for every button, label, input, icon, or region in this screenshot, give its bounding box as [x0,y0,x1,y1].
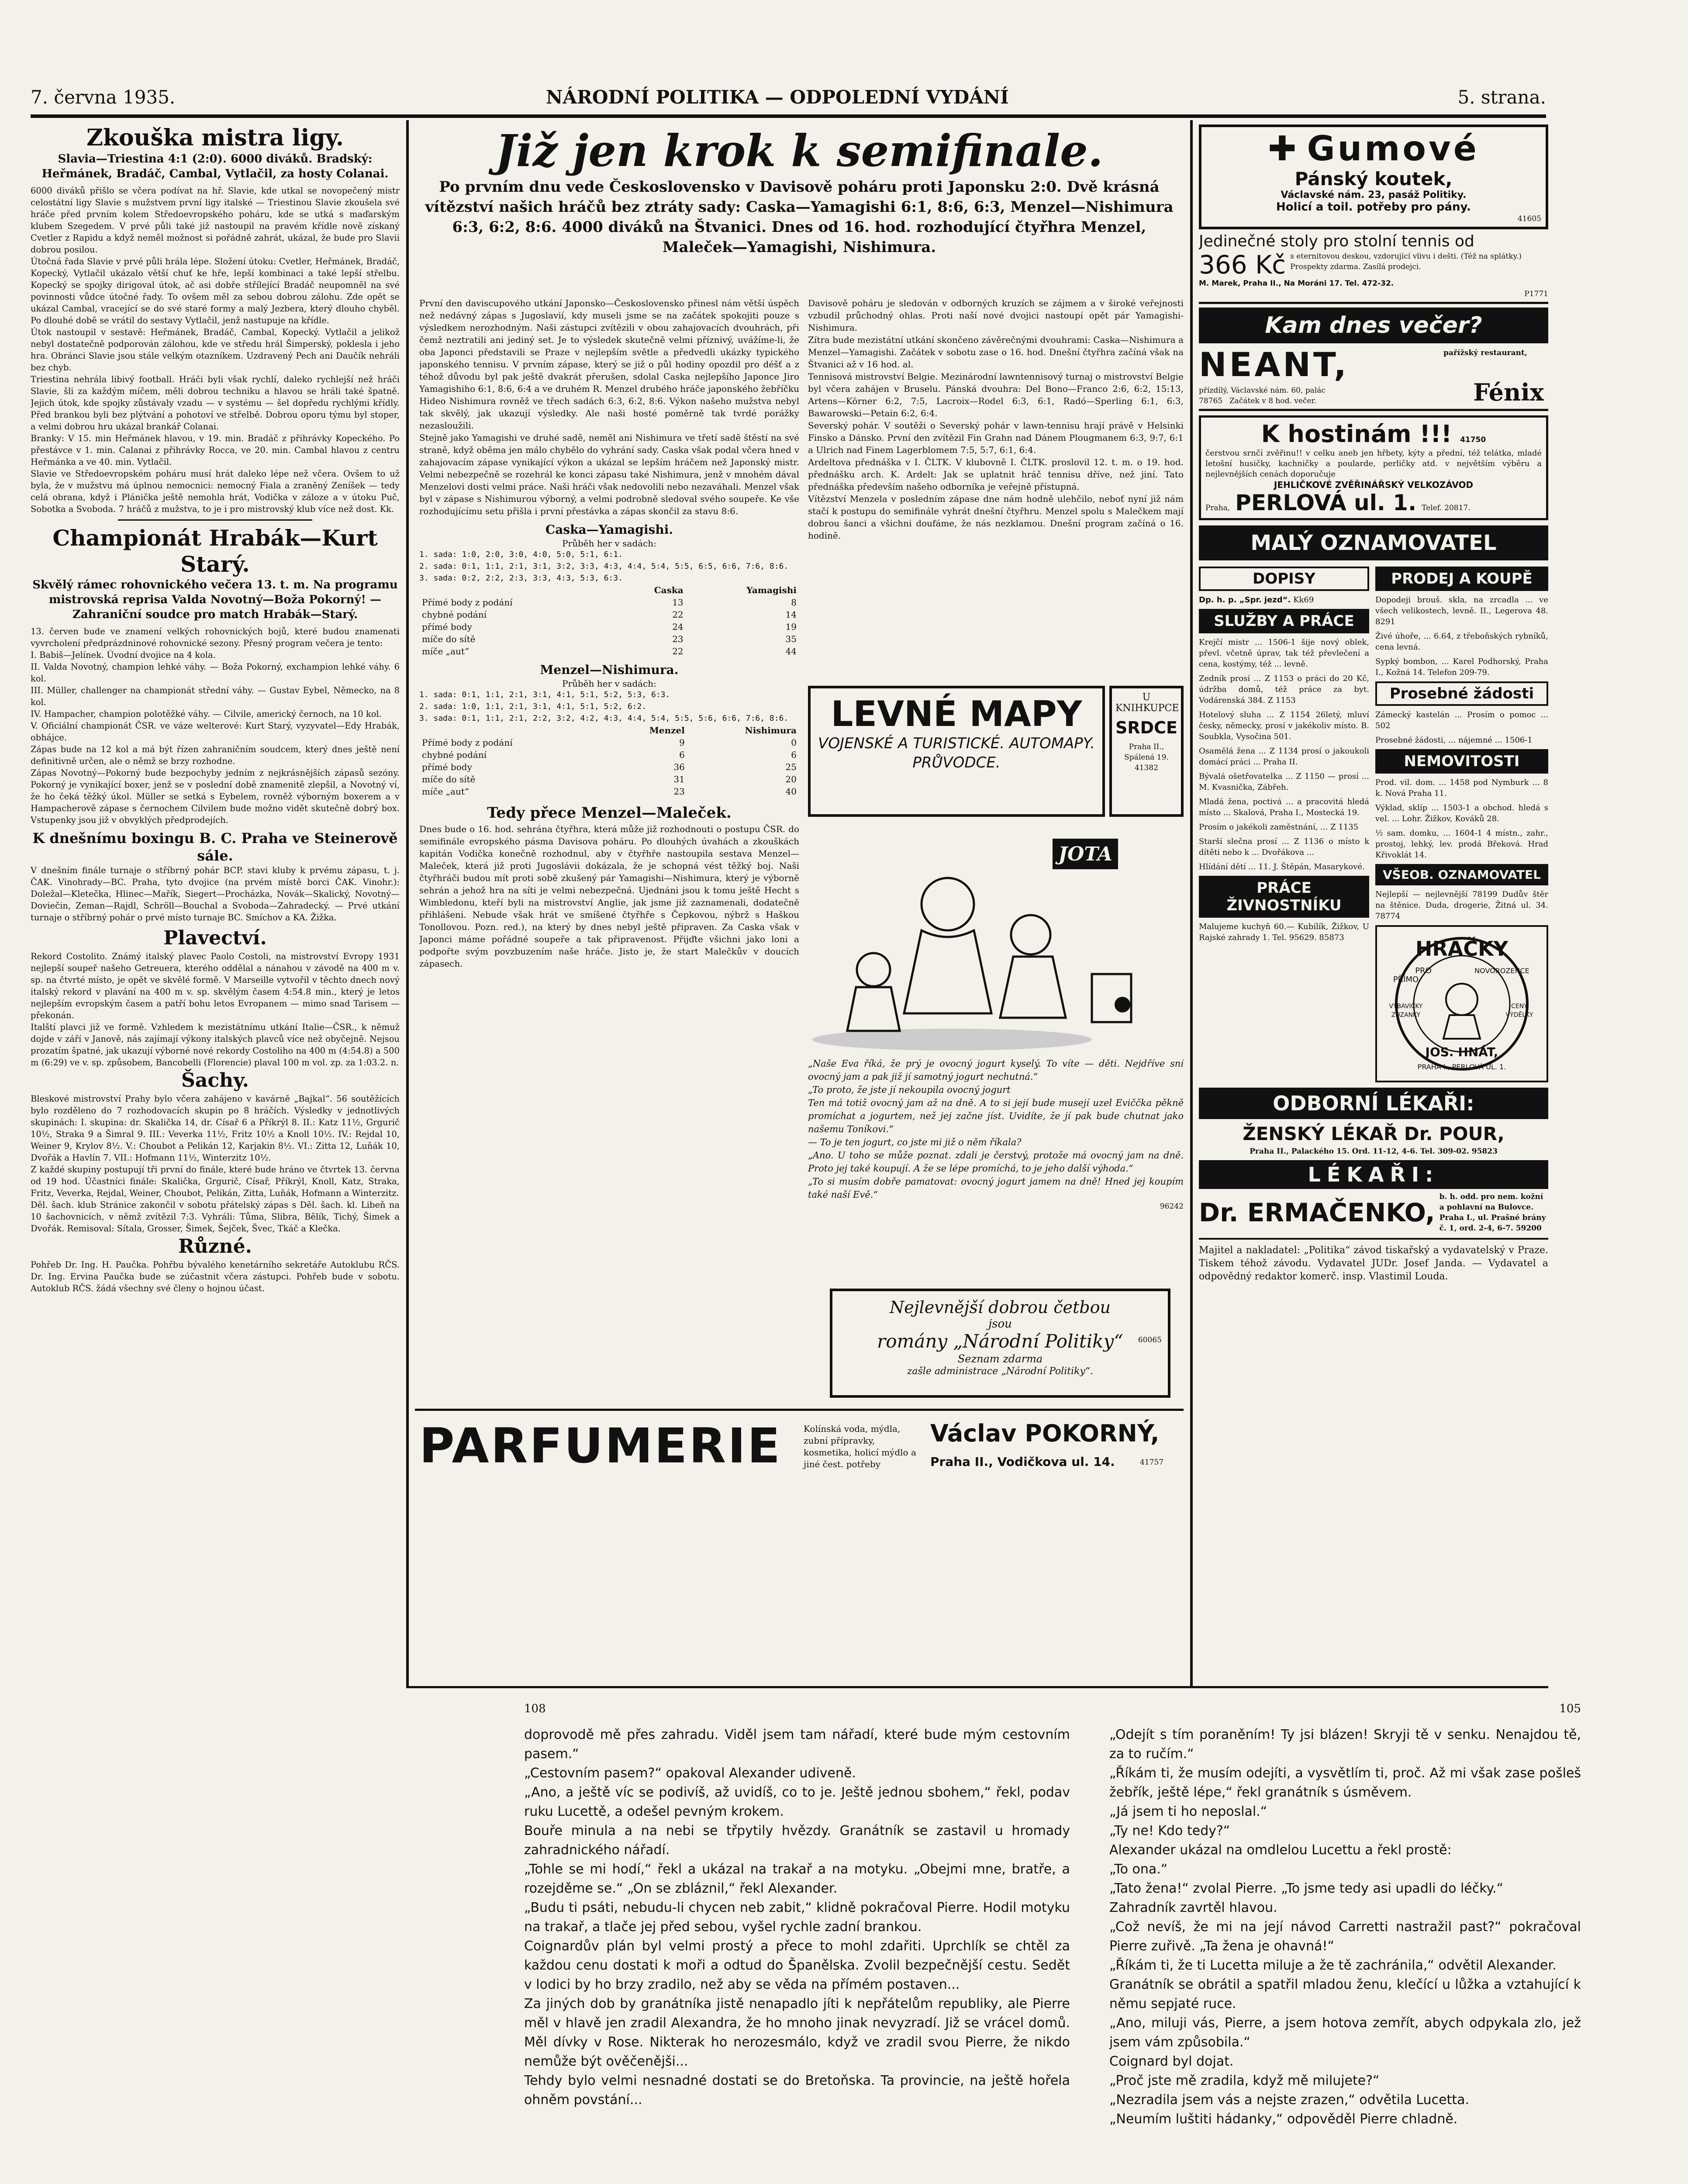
stats-row [419,785,799,798]
zivn-item: Malujeme kuchyň 60.— Kubílík, Žižkov, U Rajské zahrady 1. Tel. 95629. 85873 [1199,922,1369,942]
ad-hostinam-title [1205,420,1542,448]
novel-right-p7: „Tato žena!“ zvolal Pierre. „To jsme tedy asi upadli do léčky.“ [1109,1881,1504,1896]
article-zkouska-p1: 6000 diváků přišlo se včera podívat na hř. Slavie, kde utkal se novopečený mistr celostátní ligy Slavie s mužstvem první ligy italské — Triestinou Slavie zkoušela své hráče před prvním kolem Středoevropského poháru, kde se utká s maďarským klubem Szegedem. V prvé půli také již nastoupil na pravém křídle nově získaný Cvetler z Rapidu a když neměl možnost si pořádně zahrát, ukázal, že bude pro Slavii dobrou posilou. [31,186,400,255]
novel-left-p6: „Budu ti psáti, nebudu-li chycen neb zabit,“ klidně pokračoval Pierre. Hodil motyku na trakař, a tlače jej před sebou, vyšel rychle zadní brankou. [524,1900,1070,1935]
headline-zkouska: Zkouška mistra ligy. [86,124,344,151]
ad-cetba-2: jsou [988,1317,1012,1330]
imprint-rule [1199,1238,1548,1240]
sluzby-item-6: Mladá žena, poctivá ... a pracovitá hledá místo ... Skalová, Praha I., Mostecká 19. [1199,797,1369,817]
ad-stoly-num: P1771 [1524,290,1548,298]
novel-right-p12: „Ano, miluji vás, Pierre, a jsem hotova zemřít, abych odpykala zlo, jež jsem vám způsobila.“ [1109,2015,1581,2050]
ad-hracky-logo [1375,925,1548,1082]
ad-neant-sub: pařížský restaurant, [1443,349,1527,357]
sluzby-item-7: Prosím o jakékoli zaměstnání, ... Z 1135 [1199,822,1359,832]
ad-cetba-1: Nejlevnější dobrou četbou [890,1298,1111,1317]
novel-left-p3: „Ano, a ještě víc se podivíš, až uvidíš, co to je. Ještě jednou sbohem,“ řekl, podav ruku Lucettě, a odešel pevným krokem. [524,1785,1070,1819]
odborni-lekari-banner: ODBORNÍ LÉKAŘI: [1199,1088,1548,1119]
ad-parfumerie-title: PARFUMERIE [419,1418,782,1474]
caska-set-2: 2. sada: 0:1, 1:1, 2:1, 3:1, 3:2, 3:3, 4:3, 4:4, 5:4, 5:5, 6:5, 6:6, 7:6, 8:6. [419,562,789,571]
ad-parfumerie-name: Václav POKORNÝ, [930,1420,1160,1447]
novel-right-p1: „Odejít s tím poraněním! Ty jsi blázen! Skryji tě v senku. Nenajdou tě, za to ručím.“ [1109,1727,1581,1762]
ad-hostinam-text: čerstvou srnčí zvěřinu!! v celku aneb jen hřbety, kýty a přední, též telátka, mladé letošní husičky, kachničky a poularde, perličky atd. v největším výběru a nejlevnějších cenách doporučuje [1205,449,1542,479]
ad-srdce-knihkupce: U KNIHKUPCE [1115,692,1179,714]
sluzby-item-8: Starší slečna prosí ... Z 1136 o místo k dítěti nebo k ... Dvořákova ... [1199,837,1369,857]
ad-srdce-num: 41382 [1134,764,1159,772]
stats-value: 20 [785,774,797,784]
novel-left-p9: Tehdy bylo velmi nesnadné dostati se do Bretoňska. Ta provincie, na ještě hořela ohněm povstání... [524,2073,1070,2108]
stats-label: míče „aut“ [422,786,469,797]
hracky-title: HRAČKY [1415,937,1508,961]
menzel-set-3: 3. sada: 0:1, 1:1, 2:1, 2:2, 3:2, 4:2, 4:3, 4:4, 5:4, 5:5, 5:6, 6:6, 7:6, 8:6. [419,714,789,723]
novel-right-p9: „Což nevíš, že mi na její návod Carretti nastražil past?“ pokračoval Pierre zuřivě. „Ta žena je ohavná!“ [1109,1919,1581,1954]
sluzby-item-4: Osamělá žena ... Z 1134 prosí o jakoukoli domácí práci ... Praha II. [1199,746,1369,767]
ad-cetba-num: 60065 [1138,1336,1162,1344]
nem-item-2: Výklad, sklíp ... 1503-1 a obchod. hledá s vel. ... Lohr. Žižkov, Kováků 28. [1375,803,1548,823]
stats-head-yamagishi: Yamagishi [746,585,797,595]
stats-head-nishimura: Nishimura [745,725,797,736]
ad-stoly-addr: M. Marek, Praha II., Na Moráni 17. Tel. 472-32. [1199,279,1394,288]
stats-label: Přímé body z podání [422,737,513,748]
hracky-ceny: CENY [1511,1003,1528,1010]
ad-jota-text-4: — To je ten jogurt, co jste mi již o něm říkala? [808,1137,1022,1147]
davis-right-p2: Zítra bude mezistátní utkání skončeno závěrečnými dvouhrami: Caska—Nishimura a Menzel—Yamagishi. Začátek v sobotu zase o 16. hod. Dnešní čtyřhra začíná však na Štvanici až v 16 hod. al. [808,335,1184,370]
stats-row [419,633,799,645]
hracky-pro: PRO [1415,966,1432,975]
stats-value: 22 [672,609,683,620]
stats-value: 23 [672,634,683,644]
cat-sluzby: SLUŽBY A PRÁCE [1199,609,1369,633]
ad-srdce [1109,686,1184,817]
stats-value: 22 [672,646,683,657]
ad-gumove-addr: Václavské nám. 23, pasáž Politiky. [1281,190,1467,200]
stats-label: míče „aut“ [422,646,469,657]
article-tedy: Dnes bude o 16. hod. sehrána čtyřhra, která může již rozhodnouti o postupu ČSR. do semifinále evropského pásma Davisova poháru. Po dlouhých úvahách a zkouškách kapitán Vodička konečně rozhodnul, aby v čtyřhře nastoupila sestava Menzel—Maleček, která již proti Jugoslávii dokázala, že je schopná vést těžký boj. Naši čtyřhráči budou mít proti sobě zkušený pár Yamagishi—Nishimura, který je výborně sehrán a jehož hra na síti je velmi nebezpečná. Ujednáni jsou k tomu ještě Hecht s Wimbledonu, kteří byli na mistrovství Anglie, jak jsme již zaznamenali, dodatečně přihlášeni. Nebude však hrát ve smíšené čtyřhře s Čepkovou, nýbrž s Haškou Tonollovou. Pozn. red.), na který by dnes nebyl ještě připraven. Za Caska však v Japonci máme pořádné soupeře a tak připravenost. Přijďte všichni jako loni a podpořte svým povzbuzením naše hráče. Jisto je, že start Malečkův v doucích zápasech. [419,824,799,969]
ad-hostinam-praha: Praha, [1205,504,1230,512]
stats-value: 9 [679,737,685,748]
menzel-set-2: 2. sada: 1:0, 1:1, 2:1, 3:1, 4:1, 5:1, 5:2, 6:2. [419,702,647,711]
article-zkouska-p2: Útočná řada Slavie v prvé půli hrála lépe. Složení útoku: Cvetler, Heřmánek, Bradáč, Kopecký, Vytlačil ukázalo větší chuť ke hře, lepší kombinaci a také lepší střelbu. Kopecký se spojky dirigoval útok, ač asi dobře střílející Bradáč neupomněl na své povinnosti vůdce útočné řady. To ovšem měl za sebou dobrou zálohu. Zde opět se ukázal Cambal, vracející se do své staré formy a malý Jezbera, který dlouho chyběl. Po dlouhé době se vrátil do sestavy Vytlačil, jenž nastupuje na křídle. [31,256,400,325]
stats-label: přímé body [422,622,472,632]
stats-menzel-table [419,724,799,798]
article-plavectvi-p2: Italští plavci již ve formě. Vzhledem k mezistátnímu utkání Italie—ČSR., k němuž dojde v září v Janově, nás zajímají výkony italských plavců více než obyčejně. Nejsou prozatím špatné, jak ukazují výborné nové rekordy Costoliho na 400 m (4:54.8) a 500 m (6:29) ve v. sp. způsobem, Bancobelli (Florencie) plaval 100 m vol. zp. za 1:03.2. n. [31,1022,400,1068]
caska-set-3: 3. sada: 0:2, 2:2, 2:3, 3:3, 4:3, 5:3, 6:3. [419,574,623,583]
novel-left-p1: doprovodě mě přes zahradu. Viděl jsem tam nářadí, které bude mým cestovním pasem.“ [524,1727,1070,1762]
ad-jota [808,830,1184,1267]
headline-championat: Championát Hrabák—Kurt Starý. [52,525,378,577]
novel-right-p4: „Ty ne! Kdo tedy?“ [1109,1823,1230,1838]
caska-set-1: 1. sada: 1:0, 2:0, 3:0, 4:0, 5:0, 5:1, 6:1. [419,550,623,559]
ad-jota-text-2: „To proto, že jste jí nekoupila ovocný jogurt [808,1085,1011,1095]
vseob-item-1: Nejlepší — nejlevnější 78199 Dudův štěr na štěnice. Duda, drogerie, Žitná ul. 34. 78774 [1375,890,1548,921]
stats-value: 35 [785,634,797,644]
novel-left-p4: Bouře minula a na nebi se třpytily hvězdy. Granátník se zastavil u hromady zahradnického nářadí. [524,1823,1070,1858]
imprint: Majitel a nakladatel: „Politika“ závod tiskařský a vydavatelský v Praze. Tiskem téhož závodu. Vydavatel JUDr. Josef Janda. — Vydavatel a odpovědný redaktor komerč. insp. Vlastimil Louda. [1199,1245,1548,1282]
ad-jota-illustration [808,830,1184,1057]
article-boxing: V dnešním finále turnaje o stříbrný pohár BCP. stavi kluby k prvému zápasu, t. j. ČAK. Vinohrady—BC. Praha, tyto dvojice (na prvém místě borci ČAK. Vinohr.): Doležal—Kletečka, Hlinec—Mařík, Siegert—Procházka, Novák—Skalický, Novotný—Doviečin, Zeman—Rajdl, Schröll—Bouchal a Svoboda—Zahradecký. — Prvé utkání turnaje o stříbrný pohár o prvé místo turnaje BC. Smíchov a KA. Žižka. [31,865,400,923]
stats-value: 36 [673,762,685,772]
ad-jota-text-5: „Ano. U toho se může poznat. zdali je čerstvý, protože má ovocný jam na dně. Proto jej také koupují. A že se lépe promíchá, to je jeho další výhoda.“ [808,1150,1184,1174]
table-caska-title: Caska—Yamagishi. [545,522,673,537]
bout-5: V. Oficiální championát ČSR. ve váze welterové: Kurt Starý, vyzyvatel—Edy Hrabák, obhájce. [31,721,400,743]
stats-value: 25 [785,762,797,772]
novel-right-p8: Zahradník zavrtěl hlavou. [1109,1900,1277,1915]
davis-article-right [808,297,1184,681]
hracky-firm: JOS. HNÁT, [1425,1045,1498,1059]
hracky-zuzanky: ZUZANKY [1391,1012,1421,1019]
novel-left-page [524,1704,1070,2184]
hracky-vydelky: VÝDĚLKY [1505,1012,1533,1019]
article-championat-p2: Zápas bude na 12 kol a má být řízen zahraničním soudcem, který dnes ještě není definitivně určen, ale o němž se brzy rozhodne. [31,744,400,766]
ad-pour: ŽENSKÝ LÉKAŘ Dr. POUR, [1243,1123,1505,1144]
table-caska-sub: Průběh her v sadách: [562,538,656,549]
bout-1: I. Babiš—Jelínek. Úvodní dvojice na 4 kola. [31,650,216,660]
ad-jota-text-1: „Naše Eva říká, že prý je ovocný jogurt kyselý. To víte — děti. Nejdříve sní ovocný jam a pak již jí samotný jogurt nechutná.“ [808,1058,1184,1082]
novel-right-p16: „Neumím luštiti hádanky,“ odpověděl Pierre chladně. [1109,2111,1458,2127]
stats-label: Přímé body z podání [422,597,513,608]
ad-gumove-line: Holicí a toil. potřeby pro pány. [1276,200,1471,214]
ad-jota-num: 96242 [1160,1202,1184,1211]
article-sachy-p2: Z každé skupiny postupují tři první do finále, které bude hráno ve čtvrtek 13. června od 19 hod. Účastníci finále: Skalička, Grgurič, Císař, Příkrýl, Knoll, Katz, Straka, Fritz, Veverka, Rejdal, Weiner, Choubot, Pelikán, Zitta, Luňák, Hofmann a Winterzitz. [31,1165,400,1198]
stats-label: chybné podání [422,750,487,760]
headline-sachy: Šachy. [181,1069,249,1092]
ad-gumove [1199,124,1548,229]
dopisy-item [1199,594,1369,605]
maly-oznamovatel-banner: MALÝ OZNAMOVATEL [1199,525,1548,560]
ad-stoly-text: s eternitovou deskou, vzdorující vlivu i dešti. (Též na splátky.) Prospekty zdarma. Zasílá prodejci. [1290,252,1522,271]
lekari-banner: LÉKAŘI: [1199,1160,1548,1189]
prosebne-item-1: Zámecký kastelán ... Prosím o pomoc ... 502 [1375,710,1548,730]
stats-row [419,608,799,621]
stats-value: 6 [791,750,797,760]
stats-value: 23 [673,786,685,797]
novel-right-p2: „Říkám ti, že musím odejíti, a vysvětlím ti, proč. Až mi však zase pošleš žebřík, ještě lépe,“ řekl granátník s úsměvem. [1109,1766,1581,1800]
stats-value: 24 [672,622,683,632]
article-zkouska-p6: Slavie ve Středoevropském poháru musí hrát daleko lépe než včera. Ovšem to už byla, že v mužstvu má úplnou nemocnici: nemocný Fiala a zraněný Zeníšek — tedy celá obrana, když i Plánička ještě nemohla hrát, Vodička v záloze a v útoku Puč, Sobotka a Svoboda. 7 hráčů z mužstva, to je i pro mistrovský klub více než dost. Kk. [31,469,400,514]
stats-row [419,596,799,608]
nem-item-1: Prod. vil. dom. ... 1458 pod Nymburk ... 8 k. Nová Praha 11. [1375,778,1548,798]
article-zkouska-p5: Branky: V 15. min Heřmánek hlavou, v 19. min. Bradáč z přihrávky Kopeckého. Po přestávce v 1. min. Calanai z přihrávky Rocca, ve 20. min. Cambal hlavou z centru Heřmánka a ve 40. min. Vytlačil. [31,433,400,467]
article-zkouska-p3: Útok nastoupil v sestavě: Heřmánek, Bradáč, Cambal, Kopecký. Vytlačil a jelikož nebyl dostatečně podporován zálohou, kde ve středu hrál Šimperský, poklesla i jeho hra. Obránci Slavie jsou stále velkým otazníkem. Uzdravený Pech ani Daučík nehráli bez chyb. [31,327,400,373]
novel-left-p7: Coignardův plán byl velmi prostý a přece to mohl zdařiti. Uprchlík se chtěl za každou cenu dostati k moři a odtud do Španělska. Zvolil bezpečnější cestu. Sedět v lodici by ho brzy zradilo, než aby se věda na přímém postaven... [524,1939,1070,1992]
stats-value: 8 [791,597,797,608]
stats-value: 6 [679,750,685,760]
ad-stoly-title: Jedinečné stoly pro stolní tennis od [1199,232,1474,250]
cat-vseob: VŠEOB. OZNAMOVATEL [1375,864,1548,885]
article-championat-p1: 13. červen bude ve znamení velkých rohovnických bojů, které budou znamenati vyvrcholení předprázdninové rohovnické sezony. Přesný program večera je tento: [31,626,400,648]
column-ads-right [1199,124,1548,1631]
davis-p1: První den daviscupového utkání Japonsko—Československo přinesl nám větší úspěch než nedávný zápas s Jugoslavií, kdy museli jsme se na začátek spokojiti pouze s výsledkem nerozhodným. Naši zástupci zvítězili v obou zahajovacích dvouhrách, při čemž neztratili ani jediný set. Je to výsledek skutečně velmi příznivý, uvážíme-li, že oba Japonci představili se Praze v nejlepším světle a předvedli ukázky typického japonského tennisu. V prvním zápase, který se již o půl hodiny opozdil pro déšť a z téhož důvodu byl pak ještě dvakrát přerušen, sdolal Caska nejlepšího Japonce Jiro Yamagishiho 6:1, 8:6, 6:4 a ve druhém R. Menzel drubého hráče japonského žebříčku Hideo Nishimura rovněž ve třech sadách 6:3, 6:2, 8:6. Výkon našeho mužstva nebyl tak skvělý, jak ukazují výsledky. Ale naši hosté poměrně tak tvrdé porážky nezasloužili. [419,298,799,431]
hracky-primo: PŘÍMO [1393,975,1419,984]
cat-prace-zivnostniku: PRÁCE ŽIVNOSTNÍKU [1199,876,1369,918]
ad-neant-addr: přízdílý, Václavské nám. 60, palác [1199,386,1326,395]
ad-neant-num: 78765 [1199,397,1223,405]
ad-gumove-name: Gumové [1307,129,1479,169]
novel-right-p3: „Já jsem ti ho neposlal.“ [1109,1804,1267,1819]
stats-row [419,736,799,749]
ad-jota-text-3: Ten má totiž ovocný jam až na dně. A to si její bude musejí uzel Eviččka pěkně promíchat a jogurtem, než jej začne jíst. Uvidíte, že jí pak bude chutnat jako našemu Toníkovi.“ [808,1098,1184,1134]
stats-value: 44 [785,646,797,657]
article-sachy-p3: Děl. šach. klub Stránice zakončil v sobotu přátelský zápas s Děl. šach. kl. Libeň na 10 šachovnicích, v němž zvítězil 7:3. Vyhráli: Tůma, Slibra, Bělík, Tichý, Šimek a Dvořák. Remisoval: Sítala, Grosser, Šimek, Šejček, Švec, Tkáč a Klečka. [31,1200,400,1234]
ad-hostinam-name: K hostinám !!! [1261,420,1452,448]
subhead-championat: Skvělý rámec rohovnického večera 13. t. m. Na programu mistrovská reprisa Valda Novotný—Boža Pokorný! — Zahraniční soudce pro match Hrabák—Starý. [32,578,398,621]
sluzby-item-9: Hlídání dětí ... 11. J. Štěpán, Masarykové. [1199,862,1365,871]
davis-right-pc: Vítězství Menzela v posledním zápase dne nám hodně ulehčilo, neboť nyní již nám stačí k postupu do semifinále vyhrát dnešní čtyřhru. Menzel spolu s Malečkem mají dobrou šanci a všichni doufáme, že nás nezklamou. Dnešní program začíná o 16. hodině. [808,494,1184,541]
novel-right-p11: Granátník se obrátil a spatřil mladou ženu, klečící u lůžka a vztahující k němu sepjaté ruce. [1109,1977,1581,2011]
dopisy-item-num: Kk69 [1293,595,1314,605]
ad-jota-logo: JOTA [1058,843,1112,865]
prosebne-item-2: Prosebné žádosti, ... nájemné ... 1506-1 [1375,736,1533,745]
ad-stoly [1199,229,1548,304]
davis-right-p1: Davisově poháru je sledován v odborných kruzích se zájmem a v široké veřejnosti vzbudil průchodný ohlas. Proti naší nové dvojici nastoupí opět pár Yamagishi-Nishimura. [808,298,1184,333]
col-rule-2 [1190,120,1193,1686]
col-rule-1 [406,120,409,1686]
stats-value: 40 [785,786,797,797]
prodej-item-1: Dopodeji brouš. skla, na zrcadla ... ve všech velikostech, levně. II., Legerova 48. 8291 [1375,595,1548,626]
ad-parfumerie-addr: Praha II., Vodičkova ul. 14. [930,1455,1115,1469]
stats-value: 31 [673,774,685,784]
divider [118,519,312,521]
ad-hostinam-num: 41750 [1460,435,1486,444]
novel-right-p13: Coignard byl dojat. [1109,2054,1234,2069]
headline-tedy: Tedy přece Menzel—Maleček. [487,804,732,822]
red-cross-icon: ✚ [1268,129,1299,169]
ad-neant-fenix: Fénix [1473,378,1544,406]
nem-item-3: ½ sam. domku, ... 1604-1 4 místn., zahr., prostoj, lehký, lev. prodá Břeková. Hrad Křivoklát 14. [1375,829,1548,860]
stats-label: míče do sítě [422,774,476,784]
ad-hostinam-firm: JEHLIČKOVÉ ZVĚŘINÁŘSKÝ VELKOZÁVOD [1274,480,1474,490]
headline-plavectvi: Plavectví. [163,927,267,949]
novel-right-page [1109,1704,1581,2184]
subhead-davis: Po prvním dnu vede Československo v Davisově poháru proti Japonsku 2:0. Dvě krásná vítězství našich hráčů bez ztráty sady: Caska—Yamagishi 6:1, 8:6, 6:3, Menzel—Nishimura 6:3, 6:2, 8:6. 4000 diváků na Štvanici. Dnes od 16. hod. rozhodující čtyřhra Menzel, Maleček—Yamagishi, Nishimura. [425,178,1174,256]
article-plavectvi-p1: Rekord Costolito. Známý italský plavec Paolo Costoli, na mistrovství Evropy 1931 nejlepší soupeř našeho Getreuera, kterého oddělal a nánahou v závodě na 400 m v. sp. na čtvrté místo, je opět ve skvělé formě. V Marseille vytvořil v těchto dnech nový italský rekord v plavání na 400 m v. sp. skvělým časem 4:54.8 min., který je letos nejlepším evropským časem a patří bohu letos Evropanem — mimo snad Tarisem — překonán. [31,951,400,1020]
novel-right-p5: Alexander ukázal na omdlelou Lucettu a řekl prostě: [1109,1842,1452,1858]
article-zkouska-p4: Triestina nehrála libivý football. Hráči byli však rychlí, daleko rychlejší než hráči Slavie, šli za každým míčem, měli dobrou techniku a hlavou se hráli také špatně. Jejich útok, kde spojky zůstávaly vzadu — v systému — šel dopředu rychlými křídly. Před brankou byli bez plýtvání a pohotoví ve střelbě. Dobrou oporu týmu byl stoper, a velmi dobrou hru ukázal brankář Colanai. [31,374,400,432]
masthead-title: NÁRODNÍ POLITIKA — ODPOLEDNÍ VYDÁNÍ [546,86,1009,108]
stats-value: 14 [785,609,797,620]
ad-kam-dnes: Kam dnes večer? [1199,308,1548,343]
stats-value: 13 [672,597,683,608]
ad-ermacenko-text: b. h. odd. pro nem. kožní a pohlavní na Bulovce. Praha I., ul. Prašné brány č. 1, ord. 2-4, 6-7. 59200 [1439,1192,1546,1233]
davis-right-p3: Tennisová mistrovství Belgie. Mezinárodní lawntennisový turnaj o mistrovství Belgie byl včera zahájen v Bruselu. Pánská dvouhra: Del Bono—Franco 2:6, 6:2, 15:13, Artens—Körner 6:2, 7:5, Lacroix—Rodel 6:3, 6:1, Radó—Sperling 6:1, 6:3, Bawarowski—Petain 6:2, 6:4. [808,371,1184,418]
headline-ruzne: Různé. [178,1235,252,1258]
ad-srdce-addr: Praha II., Spálená 19. [1124,743,1169,762]
hracky-novorozence: NOVOROZENCE [1474,967,1529,975]
ad-cetba-3: romány „Národní Politiky“ [877,1330,1123,1352]
novel-right-pgnum: 105 [1559,1704,1581,1715]
ad-gumove-sub: Pánský koutek, [1294,168,1453,190]
stats-label: míče do sítě [422,634,476,644]
stats-value: 19 [785,622,797,632]
dopisy-item-label: Dp. h. p. „Spr. jezd“. [1199,595,1291,605]
ad-levne-mapy [808,686,1105,817]
novel-right-p6: „To ona.“ [1109,1862,1168,1877]
hracky-vybavicky: VÝBAVIČKY [1389,1003,1423,1010]
ad-cetba-5: zašle administrace „Národní Politiky“. [907,1366,1094,1377]
cat-dopisy: DOPISY [1199,567,1369,591]
ad-srdce-name: SRDCE [1115,718,1178,737]
ad-levne-mapy-title: LEVNÉ MAPY [831,694,1082,734]
ad-levne-mapy-sub: VOJENSKÉ A TURISTICKÉ. AUTOMAPY. PRŮVODCE. [818,735,1095,771]
ad-cetba-4: Seznam zdarma [957,1353,1043,1365]
hracky-addr: PRAHA I., PERLOVÁ UL. 1. [1417,1063,1506,1071]
novel-right-p10: „Říkám ti, že ti Lucetta miluje a že tě zachránila,“ odvětil Alexander. [1109,1958,1557,1973]
novel-left-pgnum: 108 [524,1704,546,1715]
ad-cetba [830,1289,1170,1398]
stats-row [419,645,799,657]
ad-stoly-price: 366 Kč [1199,250,1286,280]
novel-top-rule [406,1686,1548,1688]
davis-article-left [419,297,799,1345]
cat-prosebne: Prosebné žádosti [1375,681,1548,706]
menzel-set-1: 1. sada: 0:1, 1:1, 2:1, 3:1, 4:1, 5:1, 5:2, 5:3, 6:3. [419,690,670,699]
ad-hostinam [1199,415,1548,520]
stats-row [419,749,799,761]
ad-ermacenko: Dr. ERMAČENKO, [1199,1198,1435,1227]
ad-pour-addr: Praha II., Palackého 15. Ord. 11-12, 4-6. Tel. 309-02. 95823 [1250,1147,1498,1156]
stats-row [419,773,799,785]
article-sachy-p1: Bleskové mistrovství Prahy bylo včera zahájeno v kavárně „Bajkal“. 56 soutěžících bylo rozděleno do 7 rozhodovacích skupin po 8 hráčích. Výsledky v jednotlivých skupinách: I. skupina: dr. Skalička 14, dr. Císař 6 a Příkrýl 8. II.: Katz 11½, Grgurič 10½, Straka 9 a Šimral 9. III.: Veverka 11½, Fritz 10½ a Knoll 10½. IV.: Rejdal 10, Weiner 9, Krylov 8½. V.: Choubot a Pelikán 12, Karjakin 8½. VI.: Zitta 12, Luňák 10, Dvořák a Havlín 7. VII.: Hofmann 11½, Winterzitz 10½. [31,1094,400,1163]
headline-davis: Již jen krok k semifinale. [495,125,1103,176]
stats-value: 0 [791,737,797,748]
masthead-page: 5. strana. [1457,86,1546,108]
cat-nemovitosti: NEMOVITOSTI [1375,749,1548,774]
bout-4: IV. Hampacher, champion polotěžké váhy. — Cilvile, americký černoch, na 10 kol. [31,709,382,719]
ad-neant-title: NEANT, [1199,345,1349,384]
article-championat-p3: Zápas Novotný—Pokorný bude bezpochyby jedním z nejkrásnějších zápasů sezóny. Pokorný je vynikající boxer, jenž se v poslední době znamenitě zlepšil, a Novotný ví, že ho čeká těžký úkol. Müller se setká s Eybelem, rovněž výborným boxerem a v Hampacherově zápase s černochem Cilvilem bude možno vidět skutečně dobrý box. Vstupenky jsou již v obvyklých předprodejích. [31,768,400,825]
sluzby-item-3: Hotelový sluha ... Z 1154 26letý, mluví česky, německy, prosí v jakékoliv místo. B. Soubkla, Vysočina 501. [1199,710,1369,741]
ad-gumove-title [1206,130,1541,168]
davis-cup-header [415,124,1184,257]
stats-label: chybné podání [422,609,487,620]
masthead [31,86,1546,113]
masthead-date: 7. června 1935. [31,86,176,108]
ad-hostinam-addr: PERLOVÁ ul. 1. [1235,490,1417,515]
stats-row [419,621,799,633]
ad-parfumerie-num: 41757 [1140,1458,1164,1467]
prodej-item-3: Sypký bombon, ... Karel Podhorský, Praha I., Kožná 14. Telefon 209-79. [1375,657,1548,677]
ad-neant [1199,343,1548,411]
stats-head-caska: Caska [654,585,683,595]
stats-caska-table [419,584,799,657]
column-sports-left [31,124,400,1684]
stats-row [419,761,799,773]
ad-parfumerie-desc: Kolínská voda, mýdla, zubní přípravky, kosmetika, holicí mýdlo a jiné čest. potřeby [804,1424,916,1469]
classifieds-right [1375,563,1548,1082]
masthead-rule [31,114,1546,118]
davis-p2: Stejně jako Yamagishi ve druhé sadě, neměl ani Nishimura ve třetí sadě štěstí na své straně, když oběma jen málo chybělo do vyhrání sady. Caska však podal včera hned v zahajovacím zápase vynikající výkon a ukázal se lepším hráčem než Japonský mistr. Velmi nebezpečně se rozehrál ke konci zápasu také Nishimura, jenž v mnohém dával Menzelovi dosti velmi práce. Naši hráči však nedovolili nebo nezaváhali. Menzel však byl v zápase s Nishimurou výborný, a velmi podrobně sledoval svého soupeře. Ke vše rozhodujícímu setu přišla i první přestávka a zápas skončil za stavu 8:6. [419,432,799,516]
novel-right-p15: „Nezradila jsem vás a nejste zrazen,“ odvětila Lucetta. [1109,2092,1469,2108]
novel-right-p14: „Proč jste mě zradila, když mě milujete?“ [1109,2073,1380,2088]
cat-prodej: PRODEJ A KOUPĚ [1375,567,1548,591]
prodej-item-2: Živé úhoře, ... 6.64, z třeboňských rybníků, cena levná. [1375,632,1548,652]
stats-label: přímé body [422,762,472,772]
ad-parfumerie [419,1415,1184,1489]
table-menzel-sub: Průběh her v sadách: [562,678,656,689]
ad-gumove-num: 41605 [1517,214,1541,223]
ad-jota-text-6: „To si musím dobře pamatovat: ovocný jogurt jamem na dně! Hned jej koupím také naší Evě.“ [808,1176,1184,1200]
ad-neant-time: Začátek v 8 hod. večer. [1229,397,1317,405]
novel-left-p5: „Tohle se mi hodí,“ řekl a ukázal na trakař a na motyku. „Obejmi mne, bratře, a rozejděme se.“ „On se zbláznil,“ řekl Alexander. [524,1862,1070,1896]
table-menzel-title: Menzel—Nishimura. [540,663,679,677]
subhead-zkouska: Slavia—Triestina 4:1 (2:0). 6000 diváků. Bradský: Heřmánek, Bradáč, Cambal, Vytlačil, za hosty Colanai. [41,152,389,180]
ad-hostinam-tel: Telef. 20817. [1422,504,1471,512]
sluzby-item-1: Krejčí mistr ... 1506-1 šije nový oblek, převl. včetně úprav, tak též převlečení a cena, kostýmy, též ... levně. [1199,638,1369,669]
sluzby-item-2: Zedník prosí ... Z 1153 o práci do 20 Kč, údržba domů, též práce za byt. Vodárenská 384. Z 1153 [1199,674,1369,705]
sluzby-item-5: Bývalá ošetřovatelka ... Z 1150 — prosí ... M. Kvasnička, Zábřeh. [1199,772,1369,792]
stats-head-menzel: Menzel [649,725,685,736]
davis-right-p5: Ardeltova přednáška v I. ČLTK. V klubovně I. ČLTK. proslovil 12. t. m. o 19. hod. přednášku arch. K. Ardelt: Jak se uplatnit hráč tennisu dříve, než jiní. Tato přednáška především našeho odborníka je veřejně přístupná. [808,457,1184,492]
novel-left-p8: Za jiných dob by granátníka jistě nenapadlo jíti k nepřátelům republiky, ale Pierre měl v hlavě jen zradil Alexandra, že ho mnoho jinak nevyzradí. Již se vrácel domů. Měl dívky v Rose. Nikterak ho nerozesmálo, když ve zradil svou Pierre, že nikdo nemůže být ověčenějši... [524,1996,1070,2069]
davis-right-p4: Severský pohár. V soutěži o Severský pohár v lawn-tennisu hrají právě v Helsinki Finsko a Dánsko. První den zvítězil Fin Grahn nad Dánem Plougmanem 6:3, 9:7, 6:1 a Ulrich nad Finem Lagerblomem 7:5, 5:7, 6:1, 6:4. [808,420,1184,455]
bout-3: III. Müller, challenger na championát střední váhy. — Gustav Eybel, Německo, na 8 kol. [31,685,400,707]
article-ruzne: Pohřeb Dr. Ing. H. Paučka. Pohřbu bývalého kenetárního sekretáře Autoklubu RČS. Dr. Ing. Ervina Paučka bude se zúčastnit včera zástupci. Pohřeb bude v sobotu. Autoklub RČS. žádá všechny své členy o hojnou účast. [31,1260,400,1293]
classifieds-left [1199,563,1369,1082]
novel-left-p2: „Cestovním pasem?“ opakoval Alexander udiveně. [524,1766,856,1781]
headline-boxing: K dnešnímu boxingu B. C. Praha ve Steinerově sále. [32,830,398,864]
bout-2: II. Valda Novotný, champion lehké váhy. — Boža Pokorný, exchampion lehké váhy. 6 kol. [31,662,400,684]
parfumerie-rule [415,1409,1184,1411]
